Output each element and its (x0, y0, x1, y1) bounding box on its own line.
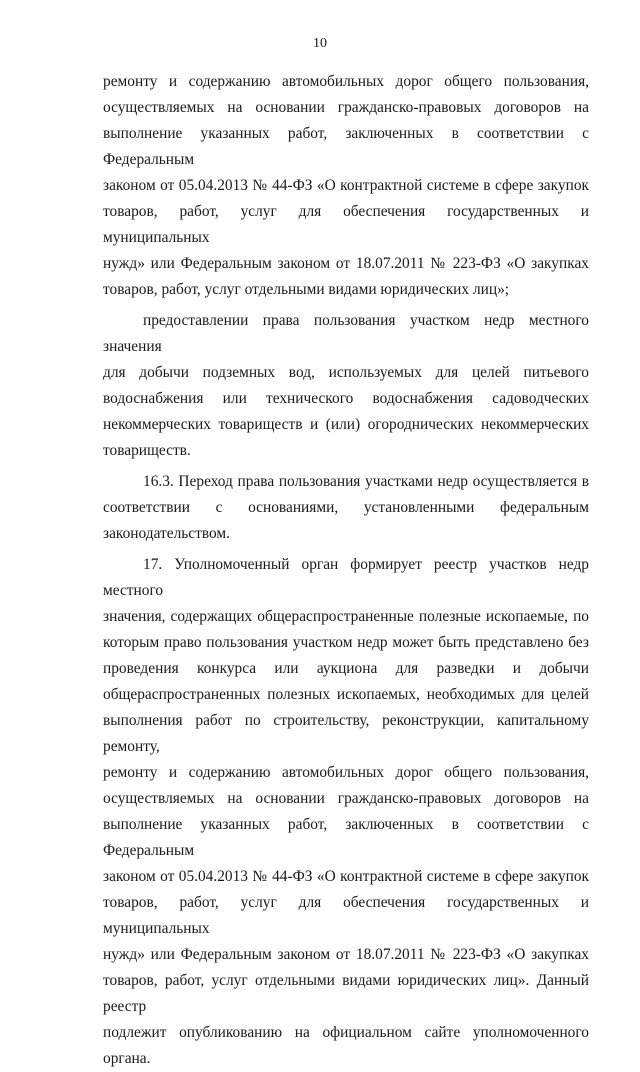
paragraph-line: некоммерческих товариществ и (или) огороднических некоммерческих (103, 416, 589, 433)
paragraph-line: осуществляемых на основании гражданско-правовых договоров на (103, 790, 589, 807)
paragraph-line: товаров, работ, услуг для обеспечения государственных и муниципальных (103, 203, 589, 246)
paragraph-line: нужд» или Федеральным законом от 18.07.2011 № 223-ФЗ «О закупках (103, 255, 589, 272)
paragraph-line: ремонту и содержанию автомобильных дорог общего пользования, (103, 764, 589, 781)
paragraph-line: значения, содержащих общераспространенные полезные ископаемые, по (103, 608, 589, 625)
paragraph-line: соответствии с основаниями, установленными федеральным (103, 499, 589, 516)
paragraph-line: товаров, работ, услуг для обеспечения государственных и муниципальных (103, 894, 589, 937)
paragraph-line: товаров, работ, услуг отдельными видами юридических лиц»; (103, 281, 510, 298)
paragraph-line: ремонту и содержанию автомобильных дорог общего пользования, (103, 73, 589, 90)
page-number: 10 (313, 36, 327, 51)
paragraph-line: товариществ. (103, 442, 191, 459)
paragraph-line: общераспространенных полезных ископаемых, необходимых для целей (103, 686, 589, 703)
paragraph-line: для добычи подземных вод, используемых для целей питьевого (103, 364, 589, 381)
paragraph-line: законом от 05.04.2013 № 44-ФЗ «О контрактной системе в сфере закупок (103, 868, 589, 885)
paragraph-line: проведения конкурса или аукциона для разведки и добычи (103, 660, 589, 677)
paragraph-line: водоснабжения или технического водоснабжения садоводческих (103, 390, 589, 407)
paragraph-line: осуществляемых на основании гражданско-правовых договоров на (103, 99, 589, 116)
paragraph-line: 17. Уполномоченный орган формирует реестр участков недр местного (103, 556, 589, 599)
paragraph-line: выполнения работ по строительству, реконструкции, капитальному ремонту, (103, 712, 589, 755)
paragraph-line: выполнение указанных работ, заключенных в соответствии с Федеральным (103, 125, 589, 168)
paragraph-line: законом от 05.04.2013 № 44-ФЗ «О контрактной системе в сфере закупок (103, 177, 589, 194)
paragraph-line: нужд» или Федеральным законом от 18.07.2011 № 223-ФЗ «О закупках (103, 946, 589, 963)
paragraph-line: подлежит опубликованию на официальном сайте уполномоченного органа. (103, 1024, 589, 1067)
paragraph-line: предоставлении права пользования участком недр местного значения (103, 312, 589, 355)
paragraph-line: законодательством. (103, 525, 231, 542)
paragraph-line: которым право пользования участком недр может быть представлено без (103, 634, 589, 651)
paragraph-line: товаров, работ, услуг отдельными видами юридических лиц». Данный реестр (103, 972, 589, 1015)
document-body (103, 69, 589, 1072)
paragraph-line: выполнение указанных работ, заключенных в соответствии с Федеральным (103, 816, 589, 859)
paragraph-line: 16.3. Переход права пользования участками недр осуществляется в (143, 473, 589, 490)
